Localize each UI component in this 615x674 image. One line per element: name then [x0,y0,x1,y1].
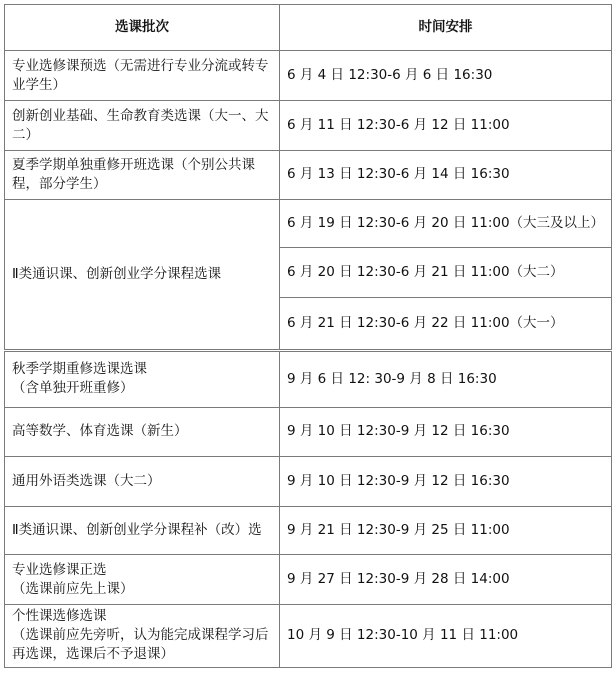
batch-cell: 专业选修课预选（无需进行专业分流或转专业学生） [5,51,280,101]
batch-cell: Ⅱ类通识课、创新创业学分课程补（改）选 [5,507,280,555]
table-row [5,407,612,456]
table-row [5,350,612,407]
table-header-row [5,5,612,51]
time-cell: 9 月 10 日 12:30-9 月 12 日 16:30 [280,407,612,456]
time-cell: 6 月 20 日 12:30-6 月 21 日 11:00（大二） [280,248,612,298]
time-cell: 9 月 6 日 12: 30-9 月 8 日 16:30 [280,350,612,407]
table-row [5,51,612,101]
table-row [5,555,612,604]
batch-cell: 高等数学、体育选课（新生） [5,407,280,456]
time-cell: 9 月 27 日 12:30-9 月 28 日 14:00 [280,555,612,604]
table-row [5,604,612,667]
course-selection-schedule-table [4,4,612,668]
batch-cell: Ⅱ类通识课、创新创业学分课程选课 [5,199,280,350]
time-cell: 6 月 11 日 12:30-6 月 12 日 11:00 [280,101,612,150]
table-row [5,507,612,555]
header-time: 时间安排 [280,5,612,51]
batch-cell: 创新创业基础、生命教育类选课（大一、大二） [5,101,280,150]
batch-cell: 夏季学期单独重修开班选课（个别公共课程，部分学生） [5,150,280,199]
time-cell: 10 月 9 日 12:30-10 月 11 日 11:00 [280,604,612,667]
time-cell: 6 月 13 日 12:30-6 月 14 日 16:30 [280,150,612,199]
table-row [5,101,612,150]
batch-cell: 秋季学期重修选课选课 （含单独开班重修） [5,350,280,407]
table-row [5,199,612,247]
time-cell: 6 月 21 日 12:30-6 月 22 日 11:00（大一） [280,298,612,350]
batch-cell: 专业选修课正选 （选课前应先上课） [5,555,280,604]
header-batch: 选课批次 [5,5,280,51]
table-row [5,456,612,506]
time-cell: 9 月 10 日 12:30-9 月 12 日 16:30 [280,456,612,506]
table-row [5,150,612,199]
batch-cell: 个性课选修选课 （选课前应先旁听，认为能完成课程学习后再选课，选课后不予退课） [5,604,280,667]
batch-cell: 通用外语类选课（大二） [5,456,280,506]
time-cell: 6 月 4 日 12:30-6 月 6 日 16:30 [280,51,612,101]
time-cell: 9 月 21 日 12:30-9 月 25 日 11:00 [280,507,612,555]
time-cell: 6 月 19 日 12:30-6 月 20 日 11:00（大三及以上） [280,199,612,247]
